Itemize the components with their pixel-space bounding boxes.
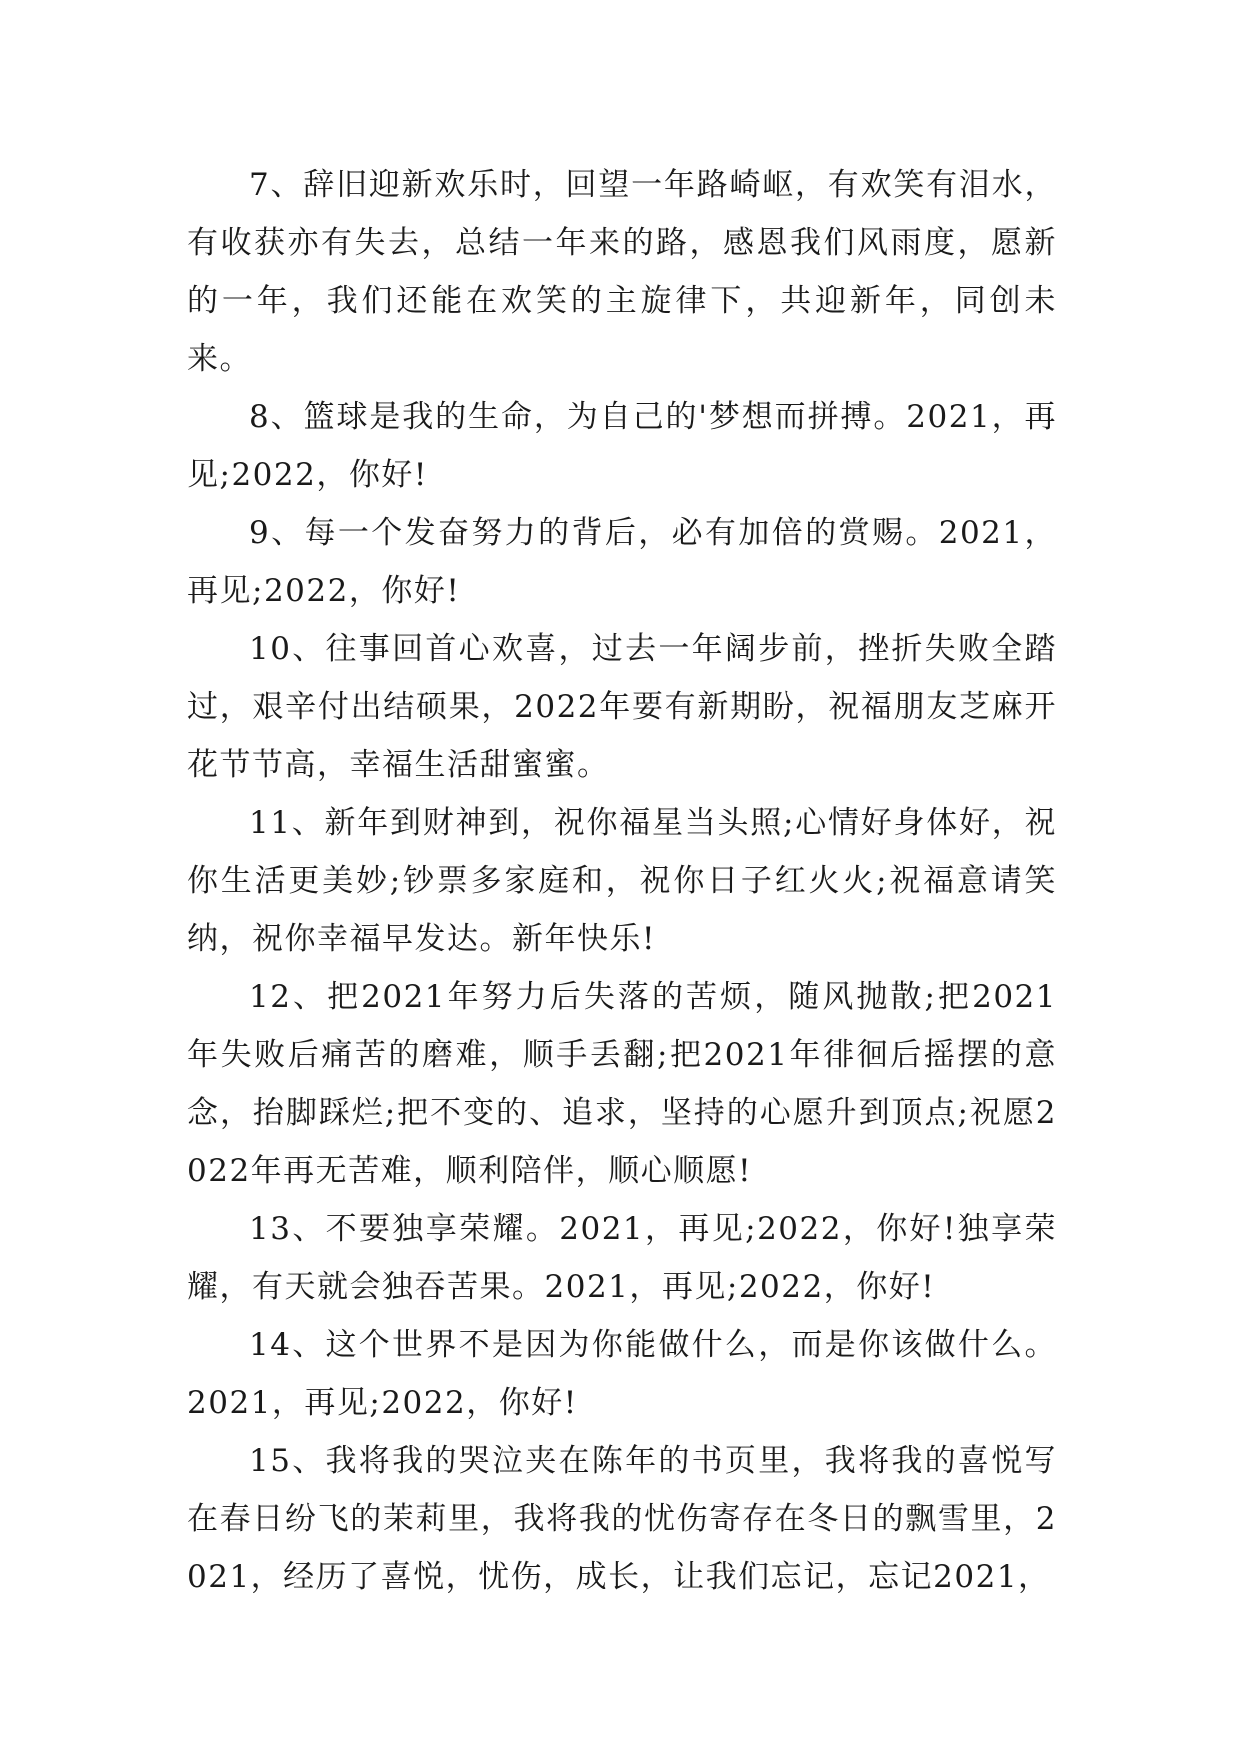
- paragraph-9: 9、每一个发奋努力的背后，必有加倍的赏赐。2021，再见;2022，你好!: [187, 515, 1057, 609]
- document-body: [187, 156, 1057, 1606]
- paragraph-13: 13、不要独享荣耀。2021，再见;2022，你好!独享荣耀，有天就会独吞苦果。2021，再见;2022，你好!: [187, 1211, 1057, 1305]
- paragraph-15: 15、我将我的哭泣夹在陈年的书页里，我将我的喜悦写在春日纷飞的茉莉里，我将我的忧伤寄存在冬日的飘雪里，2021，经历了喜悦，忧伤，成长，让我们忘记，忘记2021，: [187, 1443, 1057, 1595]
- paragraph-14: 14、这个世界不是因为你能做什么，而是你该做什么。2021，再见;2022，你好!: [187, 1327, 1057, 1421]
- paragraph-11: 11、新年到财神到，祝你福星当头照;心情好身体好，祝你生活更美妙;钞票多家庭和，祝你日子红火火;祝福意请笑纳，祝你幸福早发达。新年快乐!: [187, 805, 1057, 957]
- paragraph-10: 10、往事回首心欢喜，过去一年阔步前，挫折失败全踏过，艰辛付出结硕果，2022年要有新期盼，祝福朋友芝麻开花节节高，幸福生活甜蜜蜜。: [187, 631, 1057, 783]
- paragraph-12: 12、把2021年努力后失落的苦烦，随风抛散;把2021年失败后痛苦的磨难，顺手丢翻;把2021年徘徊后摇摆的意念，抬脚踩烂;把不变的、追求，坚持的心愿升到顶点;祝愿2022年再无苦难，顺利陪伴，顺心顺愿!: [187, 979, 1057, 1189]
- paragraph-7: 7、辞旧迎新欢乐时，回望一年路崎岖，有欢笑有泪水，有收获亦有失去，总结一年来的路，感恩我们风雨度，愿新的一年，我们还能在欢笑的主旋律下，共迎新年，同创未来。: [187, 167, 1057, 377]
- paragraph-8: 8、篮球是我的生命，为自己的'梦想而拼搏。2021，再见;2022，你好!: [187, 399, 1057, 493]
